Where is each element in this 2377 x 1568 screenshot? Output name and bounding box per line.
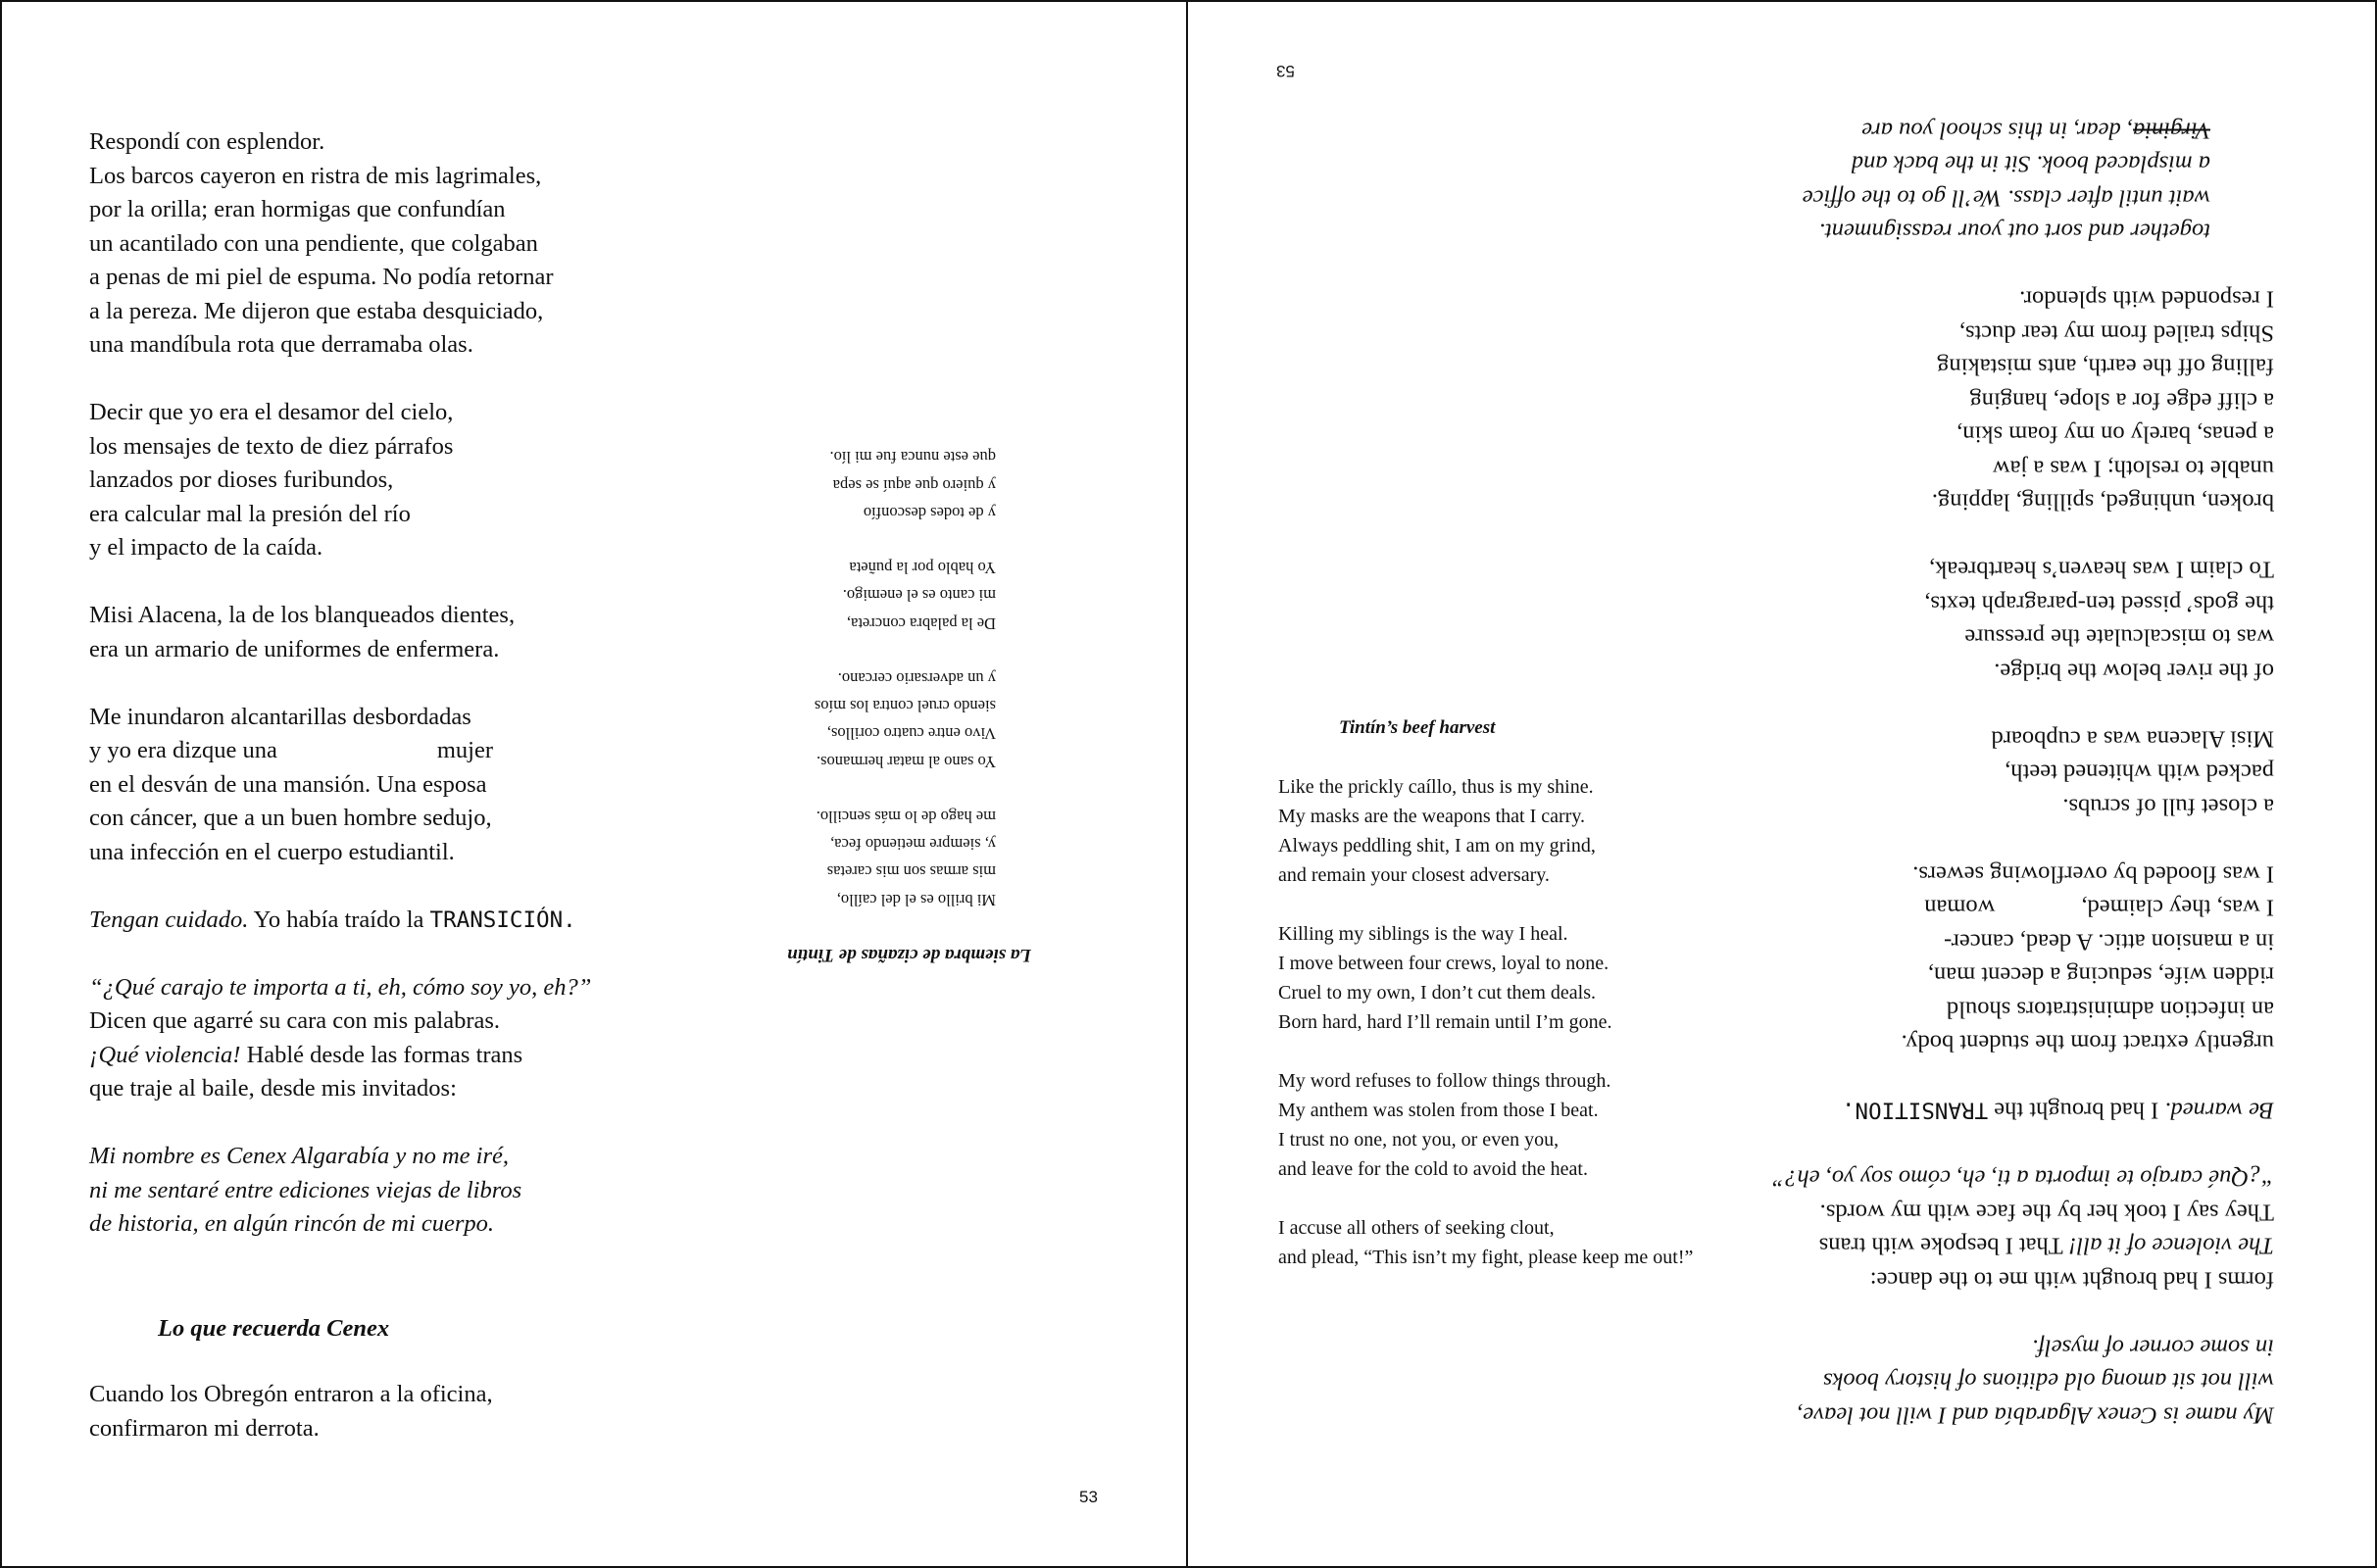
poem-line: lanzados por dioses furibundos, xyxy=(89,466,394,493)
poem-line: Yo hablo por la puñeta xyxy=(849,559,996,577)
poem-line: Me inundaron alcantarillas desbordadas xyxy=(89,703,471,730)
poem-line xyxy=(1710,113,2210,147)
poem-line: They say I took her by the face with my words. xyxy=(1819,1199,2274,1226)
poem-line: I trust no one, not you, or even you, xyxy=(1278,1129,1560,1151)
poem-line: un acantilado con una pendiente, que colgaban xyxy=(89,229,538,257)
poem-line: Cuando los Obregón entraron a la oficina, xyxy=(89,1381,493,1407)
poem-line: in a mansion attic. A dead, cancer- xyxy=(1944,928,2274,956)
poem-line: y de todes desconfío xyxy=(863,503,996,522)
poem-line: Ships trailed from my tear ducts, xyxy=(1958,319,2274,347)
poem-line: To claim I was heaven’s heartbreak, xyxy=(1928,557,2274,583)
poem-line: My masks are the weapons that I carry. xyxy=(1278,806,1586,827)
poem-line: Killing my siblings is the way I heal. xyxy=(1278,923,1568,945)
poem-line: broken, unhinged, spilling, lapping. xyxy=(1931,489,2274,515)
poem-fragment: y yo era dizque una xyxy=(89,737,277,763)
poem-line: que este nunca fue mi lío. xyxy=(829,448,996,467)
poem-line: por la orilla; eran hormigas que confundían xyxy=(89,196,506,222)
italic-phrase: Tengan cuidado. xyxy=(89,906,249,933)
poem-line: a penas de mi piel de espuma. No podía retornar xyxy=(89,264,554,290)
inverted-poem-title: La siembra de cizañas de Tintín xyxy=(787,944,1031,965)
poem-line: y quiero que aquí se sepa xyxy=(832,475,996,495)
poem-fragment: , dear, in this school you are xyxy=(1861,117,2134,144)
poem-line: a penas, barely on my foam skin, xyxy=(1956,421,2274,448)
poem-line: Mi nombre es Cenex Algarabía y no me iré, xyxy=(89,1143,509,1169)
poem-line xyxy=(1710,891,2274,925)
poem-line: urgently extract from the student body. xyxy=(1901,1030,2274,1056)
poem-line: I move between four crews, loyal to none. xyxy=(1278,953,1609,974)
poem-line: que traje al baile, desde mis invitados: xyxy=(89,1075,457,1102)
poem-line: Los barcos cayeron en ristra de mis lagrimales, xyxy=(89,162,542,189)
poem-line xyxy=(1710,1229,2274,1263)
section-text xyxy=(89,1378,493,1446)
poem-line: and plead, “This isn’t my fight, please keep me out!” xyxy=(1278,1247,1694,1268)
monospace-word: TRANSICIÓN. xyxy=(429,906,576,933)
poem-line: Like the prickly caíllo, thus is my shine. xyxy=(1278,776,1594,798)
poem-line: My name is Cenex Algarabía and I will not leave, xyxy=(1797,1401,2274,1429)
poem-line: and remain your closest adversary. xyxy=(1278,864,1550,886)
poem-line: Cruel to my own, I don’t cut them deals. xyxy=(1278,982,1597,1004)
poem-line: ni me sentaré entre ediciones viejas de libros xyxy=(89,1176,522,1203)
poem-line: ridden wife, seducing a decent man, xyxy=(1927,962,2274,989)
struck-name: Virginia xyxy=(2133,117,2210,144)
poem-line: mis armas son mis caretas xyxy=(826,862,996,882)
poem-line: My word refuses to follow things through. xyxy=(1278,1070,1611,1092)
poem-line: con cáncer, que a un buen hombre sedujo, xyxy=(89,805,492,831)
poem-line: Dicen que agarré su cara con mis palabras. xyxy=(89,1007,501,1034)
poem-line xyxy=(89,904,591,938)
poem-line: forms I had brought with me to the dance: xyxy=(1869,1266,2274,1294)
poem-line: unable to resloth; I was a jaw xyxy=(1992,455,2274,482)
poem-line: y el impacto de la caída. xyxy=(89,534,323,561)
italic-phrase: The violence of it all! xyxy=(2068,1233,2274,1259)
poem-line xyxy=(1710,1094,2274,1128)
poem-line: packed with whitened teeth, xyxy=(2005,760,2274,786)
page-number-inverted: 53 xyxy=(1276,62,1295,80)
poem-line: falling off the earth, ants mistaking xyxy=(1937,354,2274,380)
book-spine xyxy=(1186,0,1188,1568)
poem-line: era calcular mal la presión del río xyxy=(89,500,411,527)
poem-line: confirmaron mi derrota. xyxy=(89,1414,320,1442)
poem-fragment: That I bespoke with trans xyxy=(1818,1233,2069,1259)
poem-line: de historia, en algún rincón de mi cuerpo. xyxy=(89,1210,495,1237)
poem-line: Respondí con esplendor. xyxy=(89,128,325,155)
poem-fragment: mujer xyxy=(436,737,493,763)
inverted-poem xyxy=(743,443,1155,968)
poem-line: a closet full of scrubs. xyxy=(2062,793,2274,820)
poem-line: will not sit among old editions of history books xyxy=(1822,1368,2274,1395)
inverted-translation xyxy=(1710,113,2299,1432)
poem-line: Yo sano al matar hermanos. xyxy=(817,752,996,771)
poem-line: y, siempre metiendo feca, xyxy=(830,835,996,854)
section-title: Lo que recuerda Cenex xyxy=(158,1315,390,1342)
poem-line: Mi brillo es el del caíllo, xyxy=(836,890,996,909)
poem-line: mi canto es el enemigo. xyxy=(842,586,996,606)
poem-line: en el desván de una mansión. Una esposa xyxy=(89,770,487,798)
italic-phrase: ¡Qué violencia! xyxy=(89,1041,241,1068)
poem-line: in some corner of myself. xyxy=(2032,1334,2274,1361)
poem-line: a misplaced book. Sit in the back and xyxy=(1851,151,2210,177)
poem-line: Misi Alacena, la de los blanqueados dientes, xyxy=(89,602,516,628)
poem-line: a la pereza. Me dijeron que estaba desquiciado, xyxy=(89,297,544,324)
poem-line: Decir que yo era el desamor del cielo, xyxy=(89,399,454,425)
poem-fragment: I had brought the xyxy=(1988,1098,2165,1124)
poem-fragment: Yo había traído la xyxy=(248,906,430,933)
poem-line: una infección en el cuerpo estudiantil. xyxy=(89,838,455,865)
poem-line: De la palabra concreta, xyxy=(846,613,996,633)
poem-line: Misi Alacena was a cupboard xyxy=(1991,725,2274,753)
monospace-word: TRANSITION. xyxy=(1841,1098,1989,1123)
poem-fragment: woman xyxy=(1924,895,1996,921)
page-number: 53 xyxy=(1079,1488,1098,1506)
poem-line: I accuse all others of seeking clout, xyxy=(1278,1217,1555,1239)
poem-line: My anthem was stolen from those I beat. xyxy=(1278,1100,1599,1121)
poem-line: of the river below the bridge. xyxy=(1994,658,2274,685)
poem-line: I was flooded by overflowing sewers. xyxy=(1912,860,2274,888)
poem-line: Born hard, hard I’ll remain until I’m gone. xyxy=(1278,1011,1612,1033)
poem-line: an infection administrators should xyxy=(1946,996,2274,1023)
poem-line xyxy=(89,1039,591,1073)
left-page-text xyxy=(89,125,591,1242)
poem-fragment: Hablé desde las formas trans xyxy=(240,1041,523,1068)
poem-line: siendo cruel contra los míos xyxy=(814,697,996,715)
poem-line: una mandíbula rota que derramaba olas. xyxy=(89,331,473,358)
poem-fragment: I was, they claimed, xyxy=(2081,895,2274,921)
poem-line: was to miscalculate the pressure xyxy=(1964,624,2274,651)
poem-title: Tintín’s beef harvest xyxy=(1339,717,1496,738)
poem-line: and leave for the cold to avoid the heat. xyxy=(1278,1158,1588,1180)
poem-line: Vivo entre cuatro corillos, xyxy=(826,724,996,744)
poem-line: wait until after class. We’ll go to the office xyxy=(1802,184,2210,212)
italic-phrase: Be warned. xyxy=(2164,1098,2274,1124)
poem-line: “¿Qué carajo te importa a ti, eh, cómo soy yo, eh?” xyxy=(89,973,592,1001)
poem-line xyxy=(89,734,591,768)
poem-line: y un adversario cercano. xyxy=(837,668,996,688)
poem-line: “¿Qué carajo te importa a ti, eh, cómo soy yo, eh?” xyxy=(1771,1165,2274,1192)
poem-line: Always peddling shit, I am on my grind, xyxy=(1278,835,1596,857)
poem-line: era un armario de uniformes de enfermera. xyxy=(89,635,500,662)
poem-line: me hago de lo más sencillo. xyxy=(816,807,996,826)
poem-line: los mensajes de texto de diez párrafos xyxy=(89,432,454,460)
poem-line: together and sort out your reassignment. xyxy=(1818,219,2210,245)
translated-poem xyxy=(1278,713,1693,1272)
poem-line: a cliff edge for a slope, hanging xyxy=(1969,387,2274,415)
poem-line: I responded with splendor. xyxy=(2019,286,2274,313)
poem-line: the gods’ pissed ten-paragraph texts, xyxy=(1924,590,2274,617)
